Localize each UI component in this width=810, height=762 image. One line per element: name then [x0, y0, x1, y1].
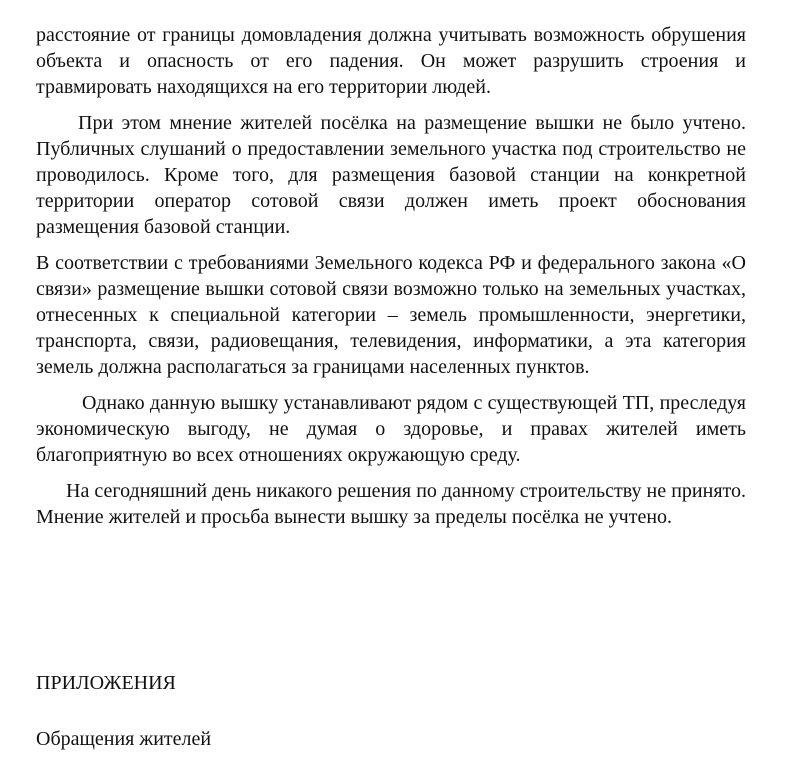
- paragraph-distance: расстояние от границы домовладения должна учитывать возможность обрушения объекта и опасность от его падения. Он может разрушить строения и травмировать находящихся на его территории людей.: [36, 24, 746, 98]
- paragraph-no-decision: На сегодняшний день никакого решения по данному строительству не принято. Мнение жителей и просьба вынести вышку за пределы посёлка не учтено.: [36, 480, 746, 528]
- paragraph-residents-opinion: При этом мнение жителей посёлка на размещение вышки не было учтено. Публичных слушаний о предоставлении земельного участка под строительство не проводилось. Кроме того, для размещения базовой станции на конкретной территории оператор сотовой связи должен иметь проект обоснования размещения базовой станции.: [36, 112, 746, 238]
- appendix-item: Обращения жителей: [36, 728, 212, 750]
- paragraph-land-code: В соответствии с требованиями Земельного кодекса РФ и федерального закона «О связи» размещение вышки сотовой связи возможно только на земельных участках, отнесенных к специальной категории – земель промышленности, энергетики, транспорта, связи, радиовещания, телевидения, информатики, а эта категория земель должна располагаться за границами населенных пунктов.: [36, 252, 746, 378]
- document-body: [36, 22, 746, 530]
- appendix-heading: ПРИЛОЖЕНИЯ: [36, 672, 176, 694]
- paragraph-economic-benefit: Однако данную вышку устанавливают рядом с существующей ТП, преследуя экономическую выгоду, не думая о здоровье, и правах жителей иметь благоприятную во всех отношениях окружающую среду.: [36, 392, 746, 466]
